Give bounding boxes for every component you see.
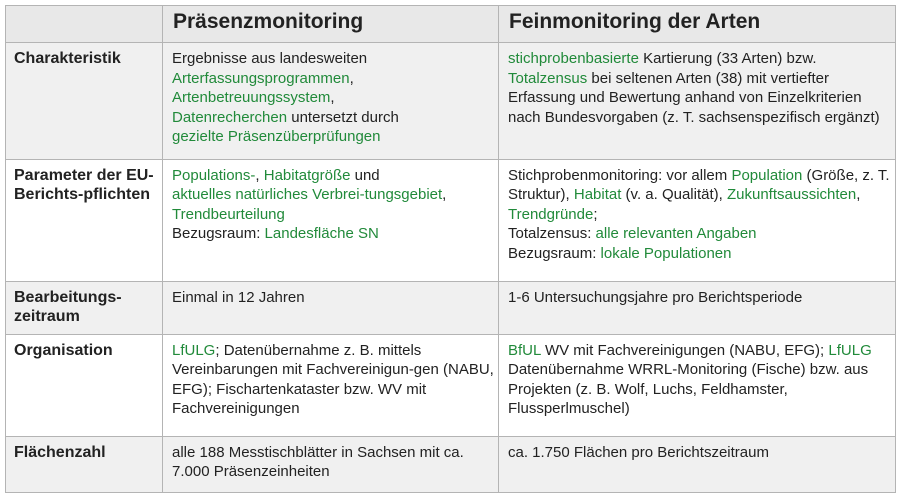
highlight-term: lokale Populationen [600,244,732,262]
cell-charakteristik-fein: stichprobenbasierte Kartierung (33 Arten) bzw. Totalzensus bei seltenen Arten (38) mit vertiefter Erfassung und Bewertung anhand von Einzelkriterien nach Bundesvorgaben (z. T. sachsenspezifisch ergänzt) [499,43,896,160]
row-bearbeitungszeitraum [6,281,896,334]
row-parameter [6,159,896,281]
highlight-term: LfULG [828,341,872,359]
row-label-organisation: Organisation [6,334,163,436]
highlight-term: Datenrecherchen [172,108,288,126]
header-praesenzmonitoring: Präsenzmonitoring [163,6,499,43]
monitoring-comparison-table [5,5,896,493]
header-corner-cell [6,6,163,43]
row-label-charakteristik: Charakteristik [6,43,163,160]
cell-bearbeitung-praesenz: Einmal in 12 Jahren [163,281,499,334]
cell-parameter-praesenz: Populations-, Habitatgröße und aktuelles natürliches Verbrei-tungsgebiet, Trendbeurteilung Bezugsraum: Landesfläche SN [163,159,499,281]
cell-parameter-fein: Stichprobenmonitoring: vor allem Population (Größe, z. T. Struktur), Habitat (v. a. Qualität), Zukunftsaussichten, Trendgründe; Totalzensus: alle relevanten Angaben Bezugsraum: lokale Populationen [499,159,896,281]
highlight-term: stichprobenbasierte [508,50,639,67]
cell-organisation-fein: BfUL WV mit Fachvereinigungen (NABU, EFG); LfULG Datenübernahme WRRL-Monitoring (Fische) bzw. aus Projekten (z. B. Wolf, Luchs, Feldhamster, Flussperlmuschel) [499,334,896,436]
highlight-term: Landesfläche SN [264,225,379,243]
highlight-term: gezielte Präsenzüberprüfungen [172,128,381,145]
highlight-term: Population [731,166,803,184]
cell-charakteristik-praesenz: Ergebnisse aus landesweiten Arterfassungsprogrammen, Artenbetreuungssystem, Datenrecherchen untersetzt durch gezielte Präsenzüberprüfungen [163,43,499,160]
highlight-term: LfULG [172,341,216,359]
highlight-term: Trendgründe [508,205,594,223]
highlight-term: Habitatgröße [263,166,351,184]
highlight-term: Totalzensus [508,69,588,87]
highlight-term: Artenbetreuungssystem [172,89,331,106]
row-organisation [6,334,896,436]
cell-flaechenzahl-fein: ca. 1.750 Flächen pro Berichtszeitraum [499,436,896,492]
cell-organisation-praesenz: LfULG; Datenübernahme z. B. mittels Vereinbarungen mit Fachvereinigun-gen (NABU, EFG); Fischartenkataster bzw. WV mit Fachvereinigungen [163,334,499,436]
header-row [6,6,896,43]
highlight-term: BfUL [508,341,541,359]
cell-bearbeitung-fein: 1-6 Untersuchungsjahre pro Berichtsperiode [499,281,896,334]
row-label-bearbeitungszeitraum: Bearbeitungs-zeitraum [6,281,163,334]
highlight-term: Populations- [172,166,256,184]
row-flaechenzahl [6,436,896,492]
row-label-parameter: Parameter der EU-Berichts-pflichten [6,159,163,281]
highlight-term: Habitat [573,186,622,204]
highlight-term: aktuelles natürliches Verbrei-tungsgebiet [172,186,443,204]
highlight-term: Arterfassungsprogrammen [172,69,350,87]
header-feinmonitoring: Feinmonitoring der Arten [499,6,896,43]
row-charakteristik [6,43,896,160]
highlight-term: Trendbeurteilung [172,205,285,223]
highlight-term: alle relevanten Angaben [595,225,757,243]
row-label-flaechenzahl: Flächenzahl [6,436,163,492]
highlight-term: Zukunftsaussichten [726,186,857,204]
cell-flaechenzahl-praesenz: alle 188 Messtischblätter in Sachsen mit ca. 7.000 Präsenzeinheiten [163,436,499,492]
